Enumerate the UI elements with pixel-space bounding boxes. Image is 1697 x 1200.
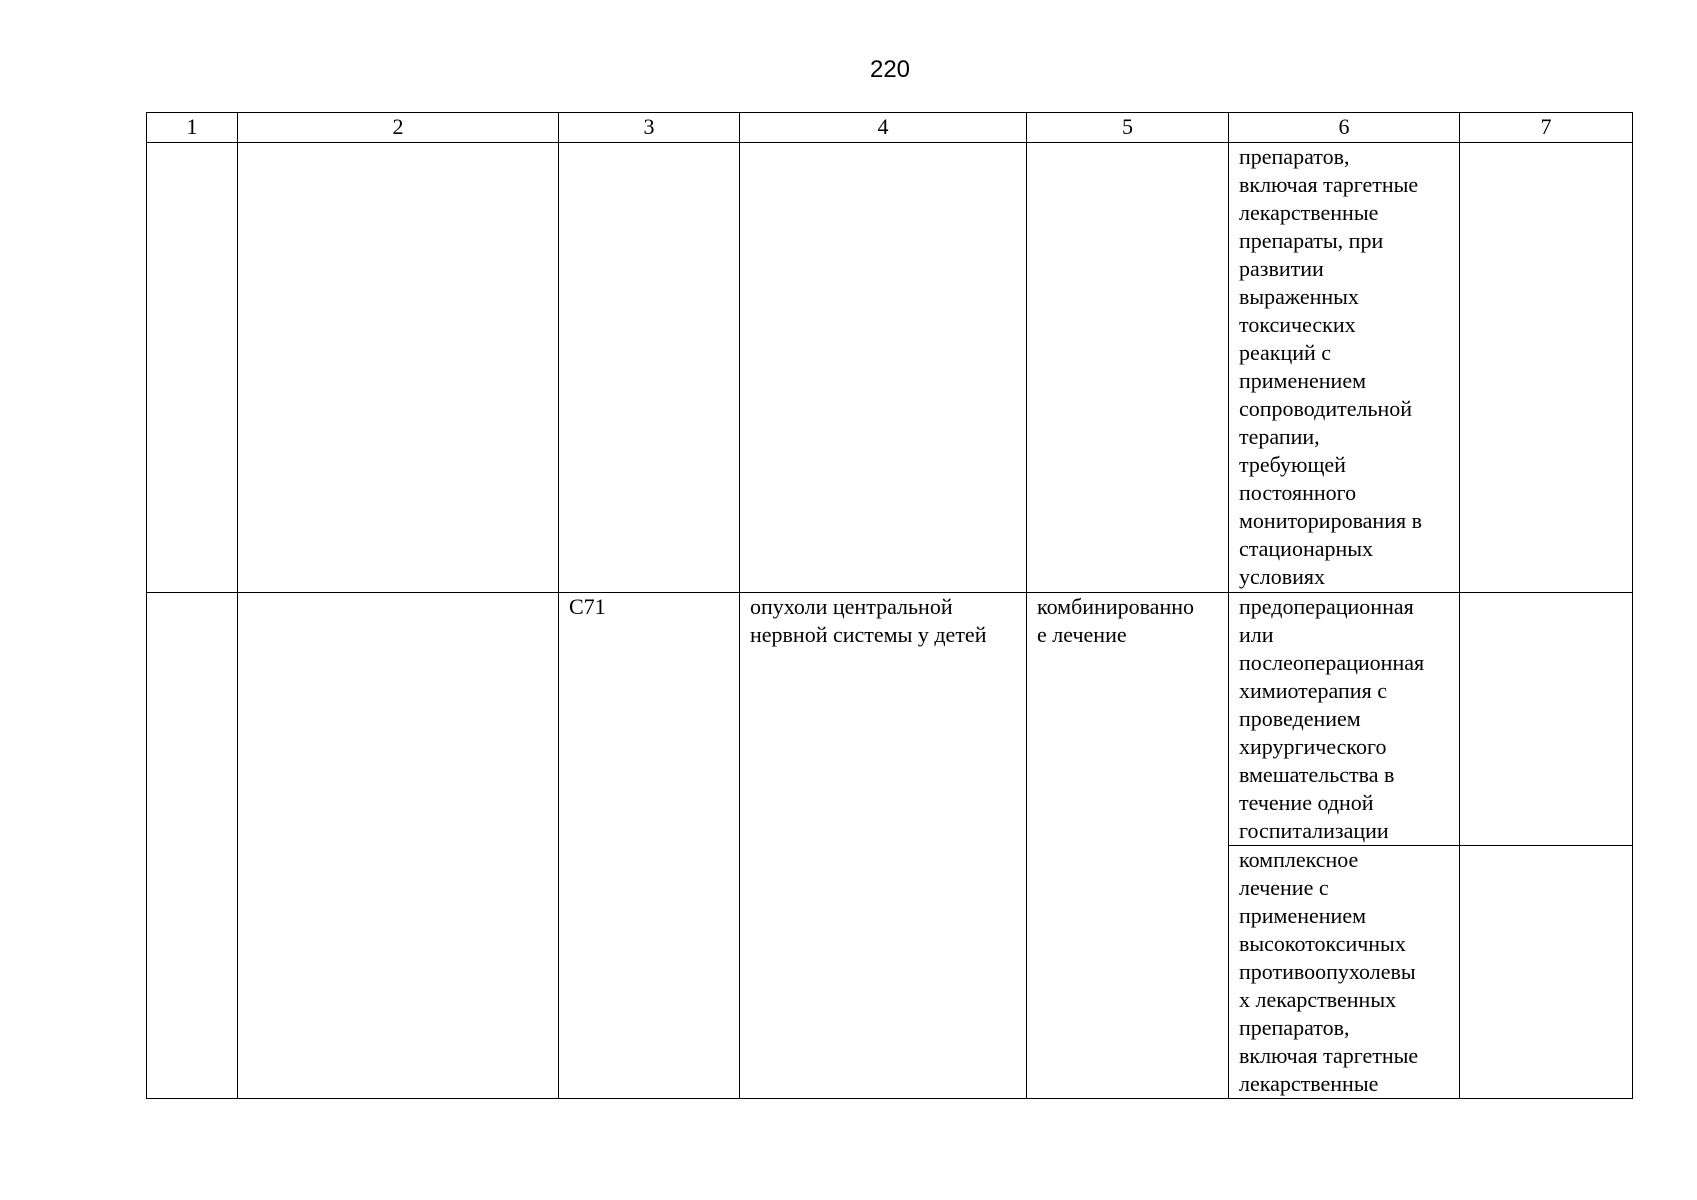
- text-line: включая таргетные: [1239, 172, 1419, 197]
- text-line: лекарственные: [1239, 200, 1379, 225]
- cell-empty: [238, 143, 559, 593]
- cell-empty: [740, 143, 1027, 593]
- text-line: предоперационная: [1239, 594, 1414, 619]
- cell-empty: [147, 143, 238, 593]
- treatment-type-text: [1037, 593, 1218, 649]
- text-line: противоопухолевы: [1239, 959, 1416, 984]
- text-line: выраженных: [1239, 284, 1359, 309]
- text-line: препаратов,: [1239, 1015, 1350, 1040]
- text-line: высокотоксичных: [1239, 931, 1406, 956]
- text-line: применением: [1239, 368, 1367, 393]
- text-line: постоянного: [1239, 480, 1357, 505]
- page-number: 220: [869, 56, 911, 83]
- header-cell-6: 6: [1229, 113, 1460, 143]
- text-line: развитии: [1239, 256, 1324, 281]
- text-line: мониторирования в: [1239, 508, 1422, 533]
- text-line: опухоли центральной: [750, 594, 953, 619]
- text-line: реакций с: [1239, 340, 1332, 365]
- cell-empty: [1027, 143, 1229, 593]
- cell-empty: [147, 593, 238, 1099]
- header-cell-1: 1: [147, 113, 238, 143]
- method-cell: [1229, 846, 1460, 1099]
- method-text: [1239, 143, 1449, 591]
- cell-empty: [1460, 846, 1633, 1099]
- text-line: сопроводительной: [1239, 396, 1413, 421]
- text-line: терапии,: [1239, 424, 1320, 449]
- table-row: [147, 143, 1633, 593]
- text-line: требующей: [1239, 452, 1346, 477]
- header-cell-3: 3: [559, 113, 740, 143]
- text-line: нервной системы у детей: [750, 622, 987, 647]
- cell-empty: [559, 143, 740, 593]
- icd-code: C71: [569, 594, 606, 619]
- text-line: комбинированно: [1037, 594, 1194, 619]
- treatment-type-cell: [1027, 593, 1229, 1099]
- header-cell-2: 2: [238, 113, 559, 143]
- document-table: [146, 112, 1633, 1099]
- text-line: или: [1239, 622, 1274, 647]
- text-line: токсических: [1239, 312, 1356, 337]
- text-line: включая таргетные: [1239, 1043, 1419, 1068]
- text-line: послеоперационная: [1239, 650, 1425, 675]
- text-line: стационарных: [1239, 536, 1374, 561]
- code-cell: [559, 593, 740, 1099]
- text-line: госпитализации: [1239, 818, 1389, 843]
- cell-empty: [1460, 593, 1633, 846]
- text-line: применением: [1239, 903, 1367, 928]
- text-line: препаратов,: [1239, 144, 1350, 169]
- cell-empty: [1460, 143, 1633, 593]
- text-line: химиотерапия с: [1239, 678, 1387, 703]
- header-cell-7: 7: [1460, 113, 1633, 143]
- text-line: лечение с: [1239, 875, 1329, 900]
- text-line: условиях: [1239, 564, 1326, 589]
- header-row: [147, 113, 1633, 143]
- header-cell-4: 4: [740, 113, 1027, 143]
- text-line: х лекарственных: [1239, 987, 1397, 1012]
- header-cell-5: 5: [1027, 113, 1229, 143]
- text-line: течение одной: [1239, 790, 1374, 815]
- text-line: препараты, при: [1239, 228, 1384, 253]
- method-cell: [1229, 593, 1460, 846]
- method-cell: [1229, 143, 1460, 593]
- text-line: е лечение: [1037, 622, 1127, 647]
- diagnosis-text: [750, 593, 1016, 649]
- text-line: лекарственные: [1239, 1071, 1379, 1096]
- method-text: [1239, 593, 1449, 845]
- text-line: хирургического: [1239, 734, 1387, 759]
- method-text: [1239, 846, 1449, 1098]
- table-row: [147, 593, 1633, 846]
- cell-empty: [238, 593, 559, 1099]
- text-line: комплексное: [1239, 847, 1359, 872]
- text-line: проведением: [1239, 706, 1361, 731]
- text-line: вмешательства в: [1239, 762, 1395, 787]
- diagnosis-cell: [740, 593, 1027, 1099]
